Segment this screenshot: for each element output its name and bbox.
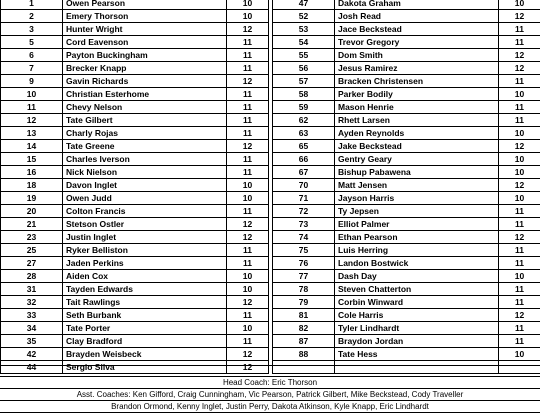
player-number: 66: [273, 153, 335, 166]
player-grade: 11: [227, 166, 269, 179]
table-row: [1, 153, 540, 166]
player-number: 58: [273, 88, 335, 101]
player-name: Corbin Winward: [335, 296, 499, 309]
player-name: Jake Beckstead: [335, 140, 499, 153]
player-number: 42: [1, 348, 63, 361]
player-grade: 11: [499, 335, 540, 348]
player-name: Rhett Larsen: [335, 114, 499, 127]
player-grade: 10: [227, 0, 269, 10]
player-name: Cord Eavenson: [63, 36, 227, 49]
player-grade: 11: [499, 244, 540, 257]
player-name: Colton Francis: [63, 205, 227, 218]
player-number: 52: [273, 10, 335, 23]
player-grade: 11: [227, 127, 269, 140]
player-name: Owen Pearson: [63, 0, 227, 10]
player-grade: 11: [499, 114, 540, 127]
player-number: 10: [1, 88, 63, 101]
table-row: [1, 270, 540, 283]
player-name: Bishup Pabawena: [335, 166, 499, 179]
player-grade: 10: [227, 270, 269, 283]
player-grade: 12: [227, 231, 269, 244]
player-name: Tate Porter: [63, 322, 227, 335]
player-grade: 11: [499, 205, 540, 218]
table-row: [1, 140, 540, 153]
player-number: 56: [273, 62, 335, 75]
player-grade: 11: [227, 205, 269, 218]
player-name: Seth Burbank: [63, 309, 227, 322]
player-grade: 11: [499, 75, 540, 88]
player-number: 14: [1, 140, 63, 153]
player-name: Aiden Cox: [63, 270, 227, 283]
player-name: Parker Bodily: [335, 88, 499, 101]
player-grade: 10: [227, 322, 269, 335]
player-name: Emery Thorson: [63, 10, 227, 23]
player-grade: 12: [499, 309, 540, 322]
player-name: Brecker Knapp: [63, 62, 227, 75]
player-grade: 10: [227, 179, 269, 192]
head-coach: Head Coach: Eric Thorson: [0, 377, 540, 389]
player-grade: 12: [227, 361, 269, 374]
player-name: Christian Esterhome: [63, 88, 227, 101]
table-row: [1, 62, 540, 75]
player-name: Mason Henrie: [335, 101, 499, 114]
player-name: Jace Beckstead: [335, 23, 499, 36]
table-row: [1, 0, 540, 10]
player-grade: 12: [499, 231, 540, 244]
player-name: Steven Chatterton: [335, 283, 499, 296]
assistant-coaches: Asst. Coaches: Ken Gifford, Craig Cunningham, Vic Pearson, Patrick Gilbert, Mike Beckstead, Cody Traveller: [0, 389, 540, 401]
spacer-row: [0, 366, 540, 377]
player-number: 33: [1, 309, 63, 322]
player-number: 20: [1, 205, 63, 218]
player-name: Davon Inglet: [63, 179, 227, 192]
player-grade: 12: [227, 23, 269, 36]
player-name: Ty Jepsen: [335, 205, 499, 218]
player-name: Jesus Ramirez: [335, 62, 499, 75]
player-name: Jayson Harris: [335, 192, 499, 205]
table-row: [1, 309, 540, 322]
player-number: 53: [273, 23, 335, 36]
player-grade: 10: [499, 192, 540, 205]
player-name: Brayden Weisbeck: [63, 348, 227, 361]
player-number: 76: [273, 257, 335, 270]
player-name: Chevy Nelson: [63, 101, 227, 114]
table-row: [1, 296, 540, 309]
player-number: 18: [1, 179, 63, 192]
player-name: Ethan Pearson: [335, 231, 499, 244]
player-name: Charles Iverson: [63, 153, 227, 166]
player-number: 74: [273, 231, 335, 244]
player-number: 34: [1, 322, 63, 335]
player-grade: 11: [499, 257, 540, 270]
table-row: [1, 36, 540, 49]
player-number: 79: [273, 296, 335, 309]
player-name: Tate Hess: [335, 348, 499, 361]
player-number: 55: [273, 49, 335, 62]
player-number: 59: [273, 101, 335, 114]
player-name: Ayden Reynolds: [335, 127, 499, 140]
player-grade: 11: [227, 244, 269, 257]
player-name: Dakota Graham: [335, 0, 499, 10]
player-number: 16: [1, 166, 63, 179]
player-name: Payton Buckingham: [63, 49, 227, 62]
player-name: Elliot Palmer: [335, 218, 499, 231]
player-number: 81: [273, 309, 335, 322]
table-row: [1, 322, 540, 335]
player-name: Josh Read: [335, 10, 499, 23]
table-row: [1, 335, 540, 348]
player-grade: 11: [227, 335, 269, 348]
player-number: 13: [1, 127, 63, 140]
player-grade: 10: [499, 153, 540, 166]
table-row: [1, 192, 540, 205]
player-grade: 12: [499, 62, 540, 75]
player-grade: 11: [499, 283, 540, 296]
table-row: [1, 127, 540, 140]
player-number: 27: [1, 257, 63, 270]
player-name: Dom Smith: [335, 49, 499, 62]
player-number: 78: [273, 283, 335, 296]
player-number: 25: [1, 244, 63, 257]
player-number: 23: [1, 231, 63, 244]
player-number: 77: [273, 270, 335, 283]
player-name: Justin Inglet: [63, 231, 227, 244]
player-number: 11: [1, 101, 63, 114]
table-row: [1, 101, 540, 114]
player-grade: 11: [227, 36, 269, 49]
table-row: [1, 88, 540, 101]
player-number: 3: [1, 23, 63, 36]
player-grade: 12: [499, 140, 540, 153]
player-number: 35: [1, 335, 63, 348]
player-number: 19: [1, 192, 63, 205]
player-number: 71: [273, 192, 335, 205]
player-grade: 12: [499, 49, 540, 62]
player-grade: 10: [499, 127, 540, 140]
table-row: [1, 114, 540, 127]
table-row: [1, 179, 540, 192]
player-grade: 11: [499, 101, 540, 114]
player-grade: 10: [227, 283, 269, 296]
table-row: [1, 218, 540, 231]
player-grade: 10: [499, 88, 540, 101]
table-row: [1, 231, 540, 244]
player-name: Tait Rawlings: [63, 296, 227, 309]
player-grade: 12: [227, 296, 269, 309]
table-row: [1, 348, 540, 361]
player-name: Dash Day: [335, 270, 499, 283]
player-grade: 11: [227, 309, 269, 322]
roster-body: [1, 0, 540, 374]
player-name: Stetson Ostler: [63, 218, 227, 231]
player-number: 88: [273, 348, 335, 361]
player-name: Tyler Lindhardt: [335, 322, 499, 335]
player-number: 1: [1, 0, 63, 10]
player-number: 21: [1, 218, 63, 231]
player-name: Trevor Gregory: [335, 36, 499, 49]
player-grade: 12: [227, 348, 269, 361]
player-grade: 10: [227, 192, 269, 205]
player-name: Braydon Jordan: [335, 335, 499, 348]
player-number: 67: [273, 166, 335, 179]
player-name: Charly Rojas: [63, 127, 227, 140]
player-name: Tate Greene: [63, 140, 227, 153]
player-name: Cole Harris: [335, 309, 499, 322]
player-name: Matt Jensen: [335, 179, 499, 192]
player-number: 63: [273, 127, 335, 140]
player-grade: 11: [227, 257, 269, 270]
player-number: 9: [1, 75, 63, 88]
player-number: 6: [1, 49, 63, 62]
player-number: 2: [1, 10, 63, 23]
player-name: Clay Bradford: [63, 335, 227, 348]
additional-coaches: Brandon Ormond, Kenny Inglet, Justin Perry, Dakota Atkinson, Kyle Knapp, Eric Lindhardt: [0, 401, 540, 413]
player-name: Luis Herring: [335, 244, 499, 257]
table-row: [1, 205, 540, 218]
player-grade: 11: [499, 36, 540, 49]
table-row: [1, 75, 540, 88]
player-grade: 11: [499, 23, 540, 36]
player-number: 54: [273, 36, 335, 49]
player-grade: 11: [227, 101, 269, 114]
player-grade: 11: [227, 153, 269, 166]
player-name: Nick Nielson: [63, 166, 227, 179]
player-number: 65: [273, 140, 335, 153]
player-name: Tayden Edwards: [63, 283, 227, 296]
player-number: 12: [1, 114, 63, 127]
player-grade: 10: [499, 348, 540, 361]
player-number: 44: [1, 361, 63, 374]
player-name: Gentry Geary: [335, 153, 499, 166]
player-name: Hunter Wright: [63, 23, 227, 36]
player-number: 47: [273, 0, 335, 10]
player-number: 5: [1, 36, 63, 49]
player-number: 87: [273, 335, 335, 348]
table-row: [1, 166, 540, 179]
player-grade: 11: [227, 114, 269, 127]
player-number: 75: [273, 244, 335, 257]
player-number: 15: [1, 153, 63, 166]
player-grade: 11: [499, 218, 540, 231]
player-number: 7: [1, 62, 63, 75]
player-name: Tate Gilbert: [63, 114, 227, 127]
player-number: 62: [273, 114, 335, 127]
player-number: 57: [273, 75, 335, 88]
player-grade: 12: [499, 179, 540, 192]
player-grade: 12: [227, 140, 269, 153]
player-number: 72: [273, 205, 335, 218]
player-grade: 11: [499, 322, 540, 335]
player-name: Jaden Perkins: [63, 257, 227, 270]
table-row: [1, 244, 540, 257]
player-grade: 11: [227, 62, 269, 75]
player-number: 73: [273, 218, 335, 231]
player-name: Ryker Belliston: [63, 244, 227, 257]
player-grade: 12: [227, 75, 269, 88]
player-grade: 12: [499, 10, 540, 23]
table-row: [1, 257, 540, 270]
player-grade: 10: [227, 10, 269, 23]
player-number: 82: [273, 322, 335, 335]
player-number: 32: [1, 296, 63, 309]
player-name: Sergio Silva: [63, 361, 227, 374]
player-grade: 10: [499, 166, 540, 179]
player-grade: 12: [227, 218, 269, 231]
player-number: 28: [1, 270, 63, 283]
table-row: [1, 23, 540, 36]
player-name: Gavin Richards: [63, 75, 227, 88]
player-name: Landon Bostwick: [335, 257, 499, 270]
table-row: [1, 283, 540, 296]
player-number: 31: [1, 283, 63, 296]
player-grade: 11: [227, 88, 269, 101]
player-grade: 11: [227, 49, 269, 62]
table-row: [1, 49, 540, 62]
coaching-staff: [0, 365, 540, 413]
player-name: Bracken Christensen: [335, 75, 499, 88]
player-grade: 11: [499, 296, 540, 309]
player-name: Owen Judd: [63, 192, 227, 205]
player-number: 70: [273, 179, 335, 192]
player-grade: 10: [499, 270, 540, 283]
table-row: [1, 10, 540, 23]
player-grade: 10: [499, 0, 540, 10]
